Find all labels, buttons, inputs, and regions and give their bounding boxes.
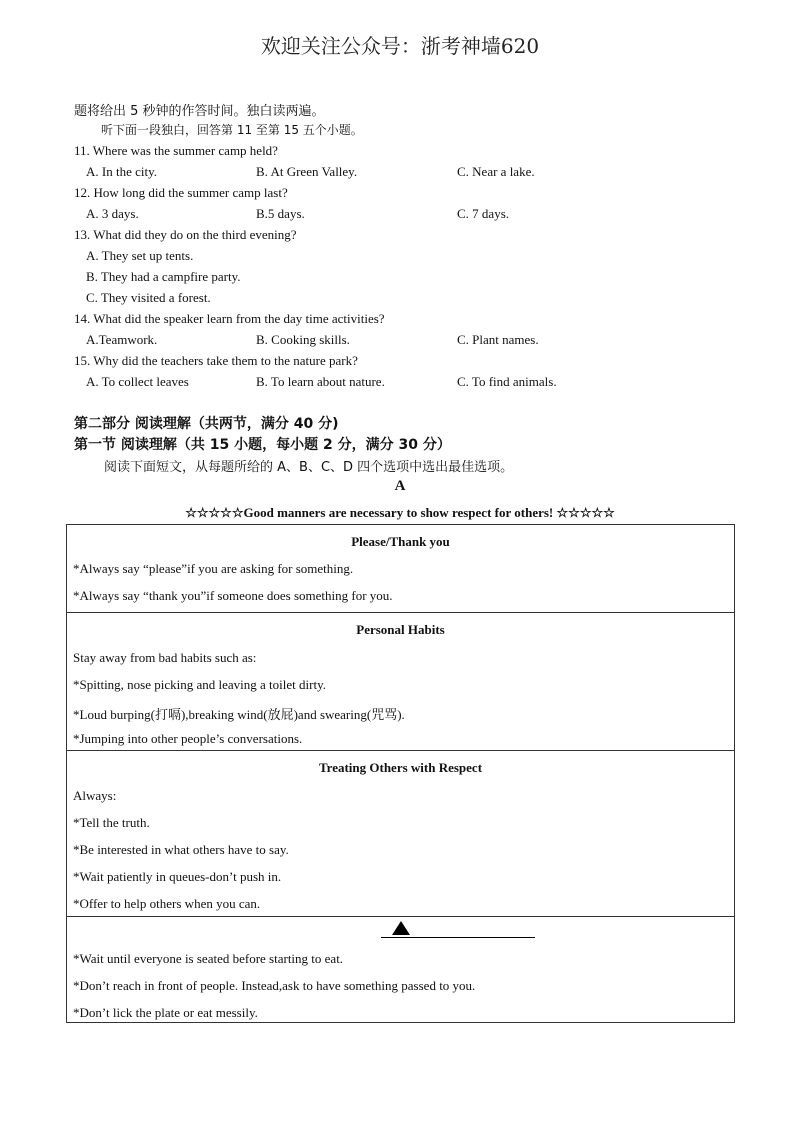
option-14-b: B. Cooking skills. — [256, 332, 350, 347]
option-15-a: A. To collect leaves — [86, 374, 189, 389]
option-14-a: A.Teamwork. — [86, 332, 158, 347]
question-11: 11. Where was the summer camp held? — [74, 143, 278, 158]
triangle-icon — [392, 921, 410, 935]
list-item: *Always say “please”if you are asking for something. — [73, 561, 354, 576]
section-respect — [67, 750, 734, 916]
section-heading: Please/Thank you — [351, 534, 450, 549]
part2-title: 第二部分 阅读理解（共两节，满分 40 分) — [74, 416, 339, 432]
list-item: *Wait patiently in queues-don’t push in. — [73, 869, 282, 884]
list-item: *Spitting, nose picking and leaving a toilet dirty. — [73, 677, 326, 692]
option-15-b: B. To learn about nature. — [256, 374, 385, 389]
reading-instruction: 阅读下面短文，从每题所给的 A、B、C、D 四个选项中选出最佳选项。 — [104, 460, 514, 475]
section-table-manners — [67, 916, 734, 1024]
option-11-c: C. Near a lake. — [457, 164, 535, 179]
list-item: *Always say “thank you”if someone does something for you. — [73, 588, 393, 603]
listening-instruction-1: 题将给出 5 秒钟的作答时间。独白读两遍。 — [74, 104, 325, 119]
section1-title: 第一节 阅读理解（共 15 小题，每小题 2 分，满分 30 分） — [74, 437, 451, 453]
listening-instruction-2: 听下面一段独白，回答第 11 至第 15 五个小题。 — [101, 123, 363, 137]
option-12-b: B.5 days. — [256, 206, 305, 221]
option-13-a: A. They set up tents. — [86, 248, 194, 263]
list-item: *Don’t lick the plate or eat messily. — [73, 1005, 258, 1020]
section-intro: Always: — [73, 788, 117, 803]
manners-table — [66, 524, 735, 1023]
option-11-b: B. At Green Valley. — [256, 164, 358, 179]
list-item: *Loud burping(打嗝),breaking wind(放屁)and swearing(咒骂). — [73, 707, 405, 722]
option-14-c: C. Plant names. — [457, 332, 539, 347]
list-item: *Be interested in what others have to say. — [73, 842, 289, 857]
question-12: 12. How long did the summer camp last? — [74, 185, 288, 200]
list-item: *Jumping into other people’s conversations. — [73, 731, 303, 746]
option-13-c: C. They visited a forest. — [86, 290, 211, 305]
question-13: 13. What did they do on the third evening? — [74, 227, 297, 242]
list-item: *Don’t reach in front of people. Instead,ask to have something passed to you. — [73, 978, 476, 993]
question-15: 15. Why did the teachers take them to the nature park? — [74, 353, 358, 368]
option-12-a: A. 3 days. — [86, 206, 139, 221]
list-item: *Offer to help others when you can. — [73, 896, 261, 911]
option-12-c: C. 7 days. — [457, 206, 509, 221]
list-item: *Tell the truth. — [73, 815, 150, 830]
section-heading: Personal Habits — [356, 622, 445, 637]
passage-letter: A — [394, 478, 406, 494]
section-please-thank — [67, 525, 734, 612]
option-13-b: B. They had a campfire party. — [86, 269, 241, 284]
question-14: 14. What did the speaker learn from the day time activities? — [74, 311, 385, 326]
page-header: 欢迎关注公众号：浙考神墙620 — [260, 34, 540, 58]
section-heading: Treating Others with Respect — [318, 760, 483, 775]
option-11-a: A. In the city. — [86, 164, 157, 179]
section-personal-habits — [67, 612, 734, 750]
manners-title: ☆☆☆☆☆Good manners are necessary to show respect for others! ☆☆☆☆☆ — [185, 505, 615, 520]
section-intro: Stay away from bad habits such as: — [73, 650, 257, 665]
list-item: *Wait until everyone is seated before starting to eat. — [73, 951, 344, 966]
option-15-c: C. To find animals. — [457, 374, 557, 389]
answer-blank-line — [381, 937, 535, 938]
